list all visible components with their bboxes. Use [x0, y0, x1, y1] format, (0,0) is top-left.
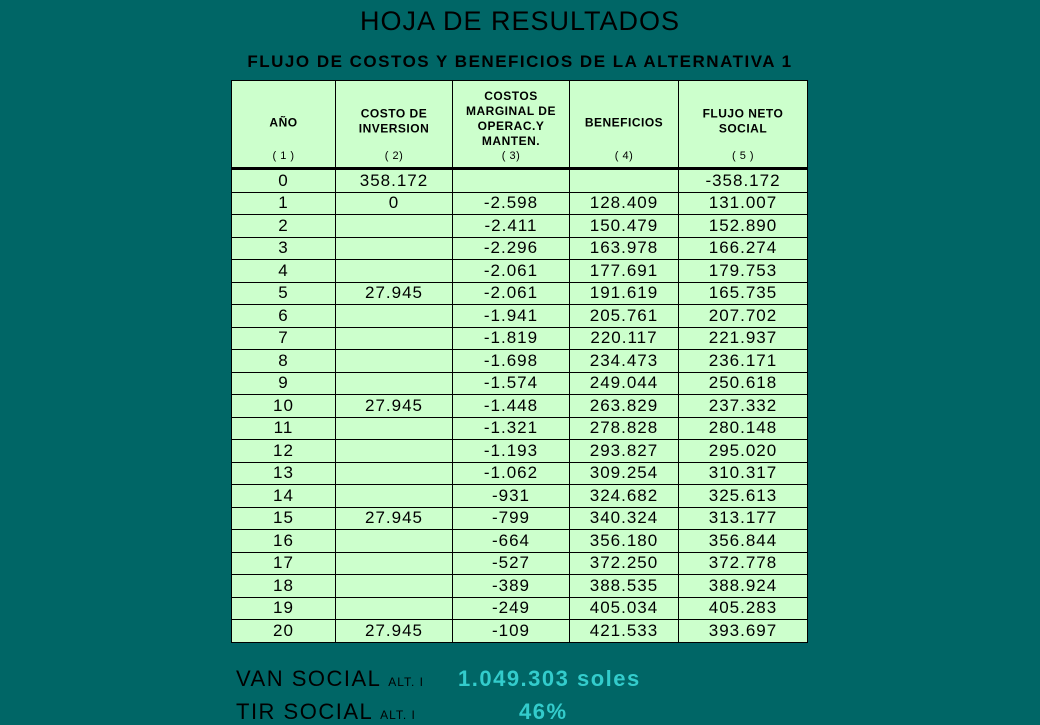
column-header-number: ( 2) — [384, 150, 404, 162]
van-value: 1.049.303 soles — [458, 666, 641, 691]
table-cell: -389 — [453, 575, 570, 598]
table-cell: 4 — [232, 260, 336, 283]
table-cell — [336, 305, 453, 328]
table-cell: 421.533 — [570, 620, 679, 643]
column-header-number: ( 3) — [501, 150, 521, 162]
table-cell: -1.321 — [453, 417, 570, 440]
table-subtitle: FLUJO DE COSTOS Y BENEFICIOS DE LA ALTERNATIVA 1 — [247, 52, 793, 71]
table-cell: -249 — [453, 597, 570, 620]
table-cell: 0 — [232, 169, 336, 193]
table-cell: 15 — [232, 507, 336, 530]
table-row — [232, 575, 808, 598]
table-cell: 356.844 — [679, 530, 808, 553]
table-cell — [336, 440, 453, 463]
table-cell: 388.924 — [679, 575, 808, 598]
table-cell: -1.819 — [453, 327, 570, 350]
column-header-label: COSTO DE INVERSION — [358, 106, 430, 136]
table-cell — [336, 462, 453, 485]
table-cell: 393.697 — [679, 620, 808, 643]
table-cell: 250.618 — [679, 372, 808, 395]
column-header-label: FLUJO NETO SOCIAL — [702, 106, 784, 136]
table-cell — [570, 169, 679, 193]
table-cell: -799 — [453, 507, 570, 530]
table-row — [232, 440, 808, 463]
table-cell: 152.890 — [679, 215, 808, 238]
column-header-label: AÑO — [269, 115, 298, 130]
table-cell: 27.945 — [336, 395, 453, 418]
table-cell: 131.007 — [679, 192, 808, 215]
table-cell: 0 — [336, 192, 453, 215]
table-row — [232, 282, 808, 305]
table-cell: 358.172 — [336, 169, 453, 193]
tir-value: 46% — [519, 699, 568, 724]
table-cell: 405.283 — [679, 597, 808, 620]
table-cell: 27.945 — [336, 282, 453, 305]
table-cell: -2.061 — [453, 260, 570, 283]
table-cell: 6 — [232, 305, 336, 328]
table-cell: 324.682 — [570, 485, 679, 508]
table-cell: 13 — [232, 462, 336, 485]
table-cell: 2 — [232, 215, 336, 238]
table-cell: -527 — [453, 552, 570, 575]
column-header-number: ( 1 ) — [272, 150, 295, 162]
table-row — [232, 395, 808, 418]
table-cell: 372.778 — [679, 552, 808, 575]
column-header — [232, 81, 336, 169]
table-cell: 150.479 — [570, 215, 679, 238]
table-row — [232, 530, 808, 553]
table-cell: 372.250 — [570, 552, 679, 575]
table-body — [232, 169, 808, 643]
table-cell: -1.574 — [453, 372, 570, 395]
table-cell: 165.735 — [679, 282, 808, 305]
column-header-label: BENEFICIOS — [584, 115, 664, 130]
column-header-number: ( 5 ) — [731, 150, 755, 162]
table-cell: 17 — [232, 552, 336, 575]
table-cell: 278.828 — [570, 417, 679, 440]
header-row — [232, 81, 808, 169]
table-row — [232, 485, 808, 508]
table-cell: -2.598 — [453, 192, 570, 215]
table-cell: 11 — [232, 417, 336, 440]
table-cell: 280.148 — [679, 417, 808, 440]
table-cell: 10 — [232, 395, 336, 418]
table-cell: 237.332 — [679, 395, 808, 418]
table-cell: 27.945 — [336, 620, 453, 643]
table-cell: 8 — [232, 350, 336, 373]
table-cell: 221.937 — [679, 327, 808, 350]
table-cell: 205.761 — [570, 305, 679, 328]
table-cell: -109 — [453, 620, 570, 643]
table-cell — [336, 530, 453, 553]
table-cell: 220.117 — [570, 327, 679, 350]
table-row — [232, 215, 808, 238]
table-row — [232, 417, 808, 440]
table-cell: 325.613 — [679, 485, 808, 508]
table-cell: 128.409 — [570, 192, 679, 215]
table-cell: -1.193 — [453, 440, 570, 463]
table-cell: 293.827 — [570, 440, 679, 463]
table-cell: 14 — [232, 485, 336, 508]
table-cell: 3 — [232, 237, 336, 260]
table-cell: 179.753 — [679, 260, 808, 283]
table-row — [232, 327, 808, 350]
table-cell: 18 — [232, 575, 336, 598]
table-cell — [336, 260, 453, 283]
table-cell: 236.171 — [679, 350, 808, 373]
van-suffix: ALT. I — [388, 675, 425, 689]
table-row — [232, 552, 808, 575]
table-row — [232, 169, 808, 193]
table-row — [232, 350, 808, 373]
table-row — [232, 507, 808, 530]
table-cell: 234.473 — [570, 350, 679, 373]
table-cell: 313.177 — [679, 507, 808, 530]
table-cell: 405.034 — [570, 597, 679, 620]
table-row — [232, 237, 808, 260]
table-row — [232, 462, 808, 485]
table-row — [232, 192, 808, 215]
table-cell: 7 — [232, 327, 336, 350]
column-header — [570, 81, 679, 169]
table-cell: -1.941 — [453, 305, 570, 328]
table-cell: 295.020 — [679, 440, 808, 463]
table-row — [232, 372, 808, 395]
van-summary — [236, 666, 641, 692]
table-cell — [336, 327, 453, 350]
table-cell: 356.180 — [570, 530, 679, 553]
table-cell: 191.619 — [570, 282, 679, 305]
column-header — [679, 81, 808, 169]
table-cell — [336, 215, 453, 238]
tir-label: TIR SOCIAL — [236, 699, 373, 724]
table-cell: -664 — [453, 530, 570, 553]
table-cell — [336, 485, 453, 508]
table-cell: 340.324 — [570, 507, 679, 530]
table-cell — [453, 169, 570, 193]
table-cell — [336, 372, 453, 395]
table-cell: 388.535 — [570, 575, 679, 598]
table-row — [232, 260, 808, 283]
table-cell: -1.062 — [453, 462, 570, 485]
tir-suffix: ALT. I — [380, 708, 416, 722]
table-cell: 12 — [232, 440, 336, 463]
table-cell: 166.274 — [679, 237, 808, 260]
table-cell: 5 — [232, 282, 336, 305]
table-cell: -2.296 — [453, 237, 570, 260]
table-cell — [336, 597, 453, 620]
table-cell: 27.945 — [336, 507, 453, 530]
table-cell: 309.254 — [570, 462, 679, 485]
page-title: HOJA DE RESULTADOS — [359, 6, 681, 36]
table-cell: 263.829 — [570, 395, 679, 418]
column-header — [336, 81, 453, 169]
table-cell: 9 — [232, 372, 336, 395]
column-header-number: ( 4) — [614, 150, 634, 162]
table-row — [232, 620, 808, 643]
results-table — [231, 80, 808, 643]
table-cell: 177.691 — [570, 260, 679, 283]
column-header — [453, 81, 570, 169]
table-cell — [336, 237, 453, 260]
table-cell — [336, 575, 453, 598]
table-cell: 310.317 — [679, 462, 808, 485]
table-cell: -2.411 — [453, 215, 570, 238]
table-cell — [336, 417, 453, 440]
table-row — [232, 597, 808, 620]
table-cell — [336, 350, 453, 373]
tir-summary — [236, 699, 568, 725]
table-cell: -1.698 — [453, 350, 570, 373]
table-cell: 19 — [232, 597, 336, 620]
table-cell: -931 — [453, 485, 570, 508]
table-cell: 16 — [232, 530, 336, 553]
table-cell: 163.978 — [570, 237, 679, 260]
table-cell: -1.448 — [453, 395, 570, 418]
table-cell: 1 — [232, 192, 336, 215]
table-cell: 207.702 — [679, 305, 808, 328]
table-cell: -2.061 — [453, 282, 570, 305]
van-label: VAN SOCIAL — [236, 666, 381, 691]
table-cell: 249.044 — [570, 372, 679, 395]
table-cell — [336, 552, 453, 575]
table-cell: 20 — [232, 620, 336, 643]
table-row — [232, 305, 808, 328]
table-cell: -358.172 — [679, 169, 808, 193]
column-header-label: COSTOS MARGINAL DE OPERAC.Y MANTEN. — [466, 89, 556, 149]
